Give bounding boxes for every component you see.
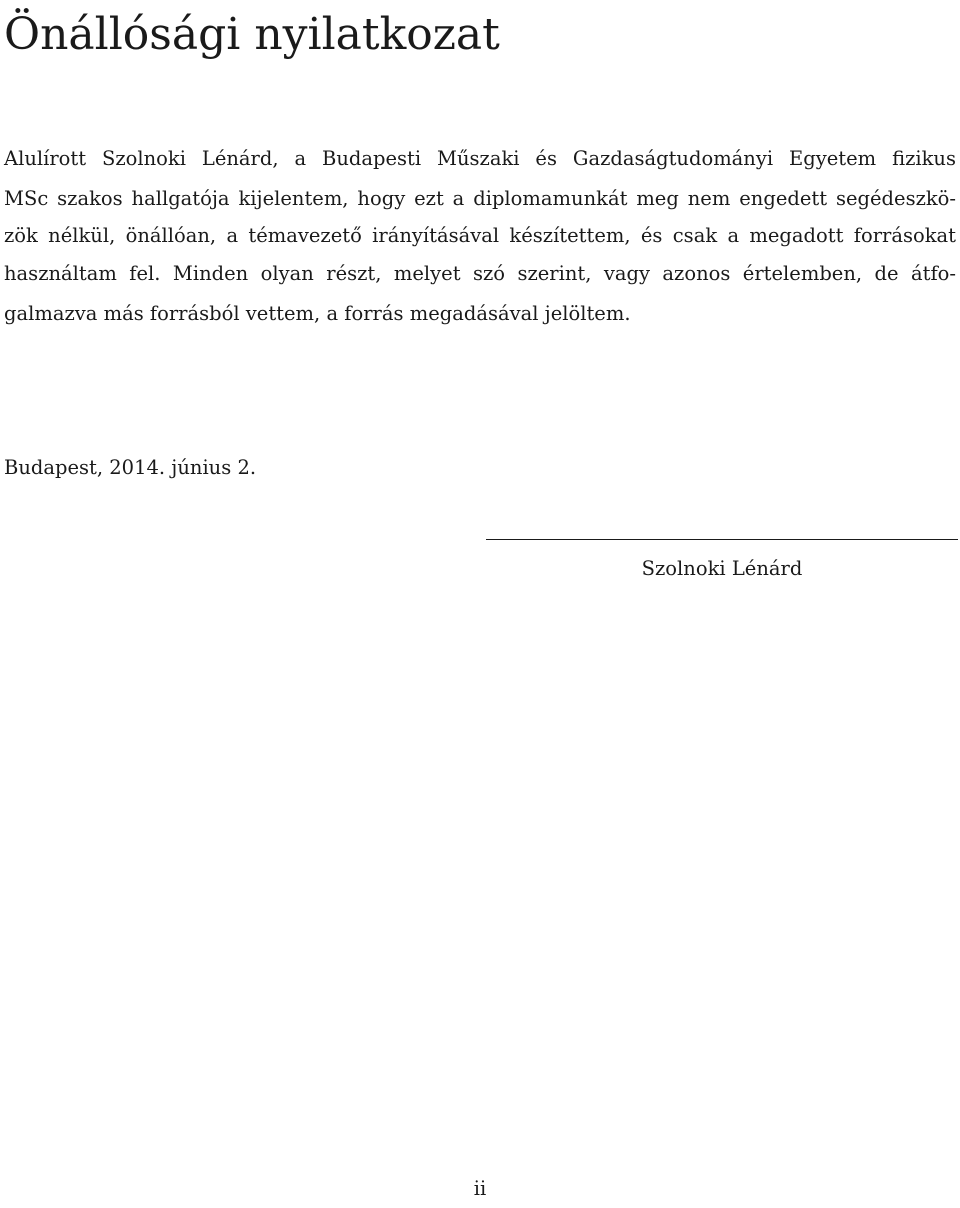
paragraph-line: galmazva más forrásból vettem, a forrás megadásával jelöltem.: [4, 302, 631, 325]
date-line: Budapest, 2014. június 2.: [4, 456, 257, 479]
page-number: ii: [473, 1177, 487, 1200]
paragraph-line: MSc szakos hallgatója kijelentem, hogy ezt a diplomamunkát meg nem engedett segédeszkö-: [4, 187, 956, 210]
paragraph-line: zök nélkül, önállóan, a témavezető irányításával készítettem, és csak a megadott forrásokat: [4, 224, 956, 247]
signature-line: [486, 539, 958, 540]
page-title: Önállósági nyilatkozat: [4, 9, 500, 60]
paragraph-line: Alulírott Szolnoki Lénárd, a Budapesti Műszaki és Gazdaságtudományi Egyetem fizikus: [4, 147, 956, 170]
signature-name: Szolnoki Lénárd: [641, 557, 803, 580]
paragraph-line: használtam fel. Minden olyan részt, melyet szó szerint, vagy azonos értelemben, de átfo-: [4, 262, 956, 285]
